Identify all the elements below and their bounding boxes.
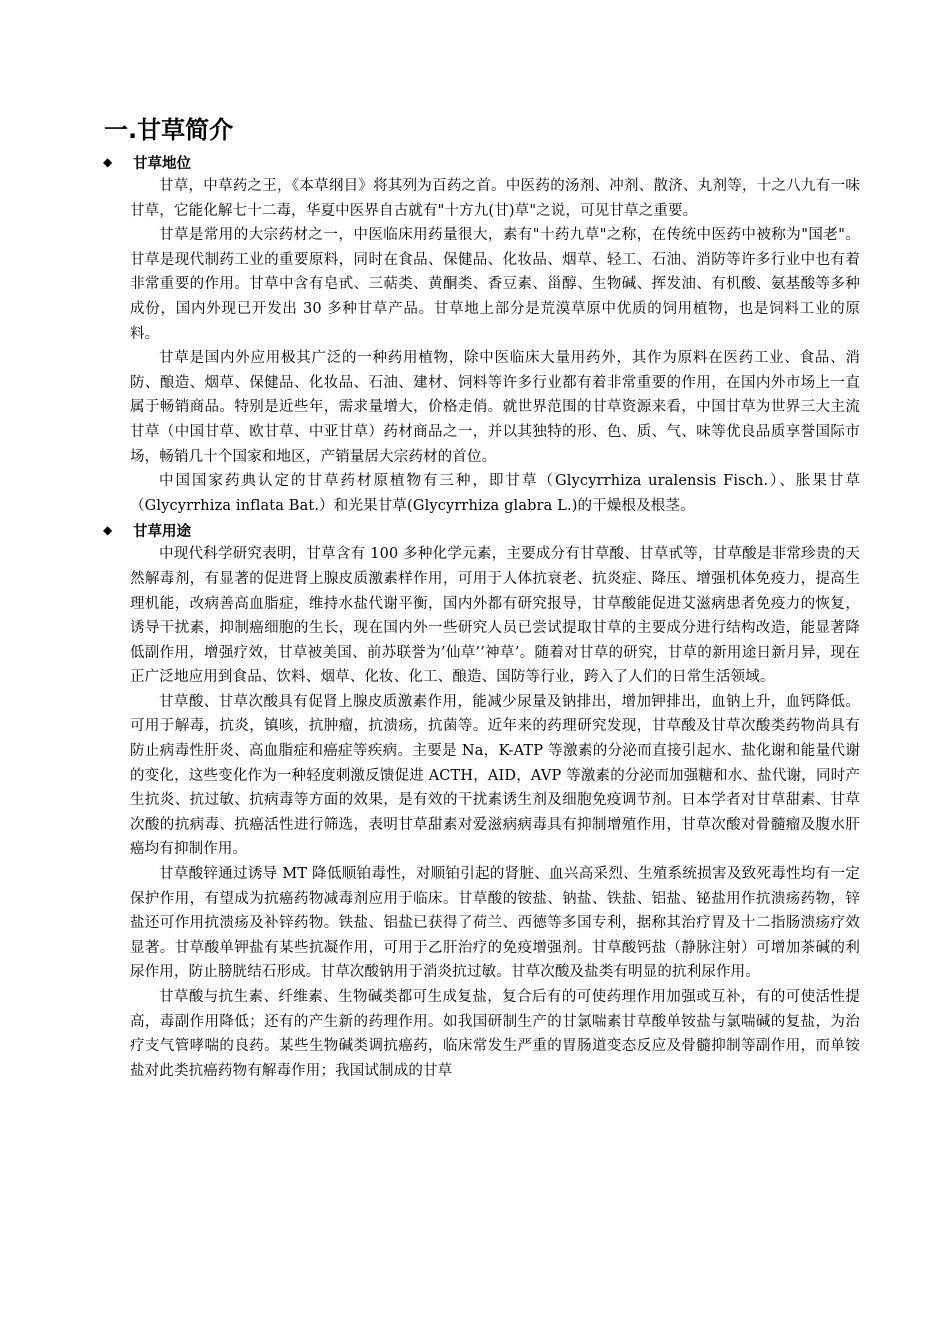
document-body <box>100 150 860 1083</box>
diamond-bullet-icon: ◆ <box>103 523 113 538</box>
paragraph: 甘草是国内外应用极其广泛的一种药用植物，除中医临床大量用药外，其作为原料在医药工业、食品、消防、酿造、烟草、保健品、化妆品、石油、建材、饲料等许多行业都有着非常重要的作用，在国内外市场上一直属于畅销商品。特别是近些年，需求量增大，价格走俏。就世界范围的甘草资源来看，中国甘草为世界三大主流甘草（中国甘草、欧甘草、中亚甘草）药材商品之一，并以其独特的形、色、质、气、味等优良品质享誉国际市场，畅销几十个国家和地区，产销量居大宗药材的首位。 <box>130 350 860 465</box>
diamond-bullet-icon: ◆ <box>103 155 113 169</box>
section-heading-text: 甘草地位 <box>133 155 191 172</box>
paragraph: 甘草酸与抗生素、纤维素、生物碱类都可生成复盐，复合后有的可使药理作用加强或互补，有的可使活性提高，毒副作用降低；还有的产生新的药理作用。如我国研制生产的甘氯喘素甘草酸单铵盐与氯喘碱的复盐，为治疗支气管哮喘的良药。某些生物碱类调抗癌药，临床常发生严重的胃肠道变态反应及骨髓抑制等副作用，而单铵盐对此类抗癌药物有解毒作用；我国试制成的甘草 <box>130 989 860 1079</box>
paragraph: 甘草是常用的大宗药材之一，中医临床用药量很大，素有"十药九草"之称，在传统中医药中被称为"国老"。甘草是现代制药工业的重要原料，同时在食品、保健品、化妆品、烟草、轻工、石油、消防等许多行业中也有着非常重要的作用。甘草中含有皂甙、三萜类、黄酮类、香豆素、甾醇、生物碱、挥发油、有机酸、氨基酸等多种成份，国内外现已开发出 30 多种甘草产品。甘草地上部分是荒漠草原中优质的饲用植物，也是饲料工业的原料。 <box>130 227 860 342</box>
paragraph: 甘草酸锌通过诱导 MT 降低顺铂毒性，对顺铂引起的肾脏、血兴高采烈、生殖系统损害及致死毒性均有一定保护作用，有望成为抗癌药物减毒剂应用于临床。甘草酸的铵盐、钠盐、铁盐、铝盐、铋盐用作抗溃疡药物，锌盐还可作用抗溃疡及补锌药物。铁盐、铝盐已获得了荷兰、西德等多国专利，据称其治疗胃及十二指肠溃疡疗效显著。甘草酸单钾盐有某些抗凝作用，可用于乙肝治疗的免疫增强剂。甘草酸钙盐（静脉注射）可增加茶碱的利尿作用，防止膀胱结石形成。甘草次酸钠用于消炎抗过敏。甘草次酸及盐类有明显的抗利尿作用。 <box>130 866 860 981</box>
page-title: 一.甘草简介 <box>104 116 234 144</box>
paragraph: 中现代科学研究表明，甘草含有 100 多种化学元素，主要成分有甘草酸、甘草甙等，甘草酸是非常珍贵的天然解毒剂，有显著的促进肾上腺皮质激素样作用，可用于人体抗衰老、抗炎症、降压、增强机体免疫力，提高生理机能，改病善高血脂症，维持水盐代谢平衡，国内外都有研究报导，甘草酸能促进艾滋病患者免疫力的恢复，诱导干扰素，抑制癌细胞的生长，现在国内外一些研究人员已尝试提取甘草的主要成分进行结构改造，能显著降低副作用，增强疗效，甘草被美国、前苏联誉为’仙草’’神草’。随着对甘草的研究，甘草的新用途日新月异，现在正广泛地应用到食品、饮料、烟草、化妆、化工、酿造、国防等行业，跨入了人们的日常生活领域。 <box>130 546 860 686</box>
paragraph: 甘草，中草药之王，《本草纲目》将其列为百药之首。中医药的汤剂、冲剂、散济、丸剂等，十之八九有一味甘草，它能化解七十二毒，华夏中医界自古就有"十方九(甘)草"之说，可见甘草之重要。 <box>130 178 860 219</box>
section-heading-uses <box>100 518 860 542</box>
section-heading-status <box>100 150 860 174</box>
section-heading-text: 甘草用途 <box>133 523 191 540</box>
paragraph: 中国国家药典认定的甘草药材原植物有三种，即甘草（Glycyrrhiza uralensis Fisch.）、胀果甘草（Glycyrrhiza inflata Bat.）和光果甘草(Glycyrrhiza glabra L.)的干燥根及根茎。 <box>130 473 860 514</box>
paragraph: 甘草酸、甘草次酸具有促肾上腺皮质激素作用，能减少尿量及钠排出，增加钾排出，血钠上升，血钙降低。可用于解毒，抗炎，镇咳，抗肿瘤，抗溃疡，抗菌等。近年来的药理研究发现，甘草酸及甘草次酸类药物尚具有防止病毒性肝炎、高血脂症和癌症等疾病。主要是 Na，K-ATP 等激素的分泌而直接引起水、盐化谢和能量代谢的变化，这些变化作为一种轻度刺激反馈促进 ACTH，AID，AVP 等激素的分泌而加强糖和水、盐代谢，同时产生抗炎、抗过敏、抗病毒等方面的效果，是有效的干扰素诱生剂及细胞免疫调节剂。日本学者对甘草甜素、甘草次酸的抗病毒、抗癌活性进行筛选，表明甘草甜素对爱滋病病毒具有抑制增殖作用，甘草次酸对骨髓瘤及腹水肝癌均有抑制作用。 <box>130 693 860 858</box>
